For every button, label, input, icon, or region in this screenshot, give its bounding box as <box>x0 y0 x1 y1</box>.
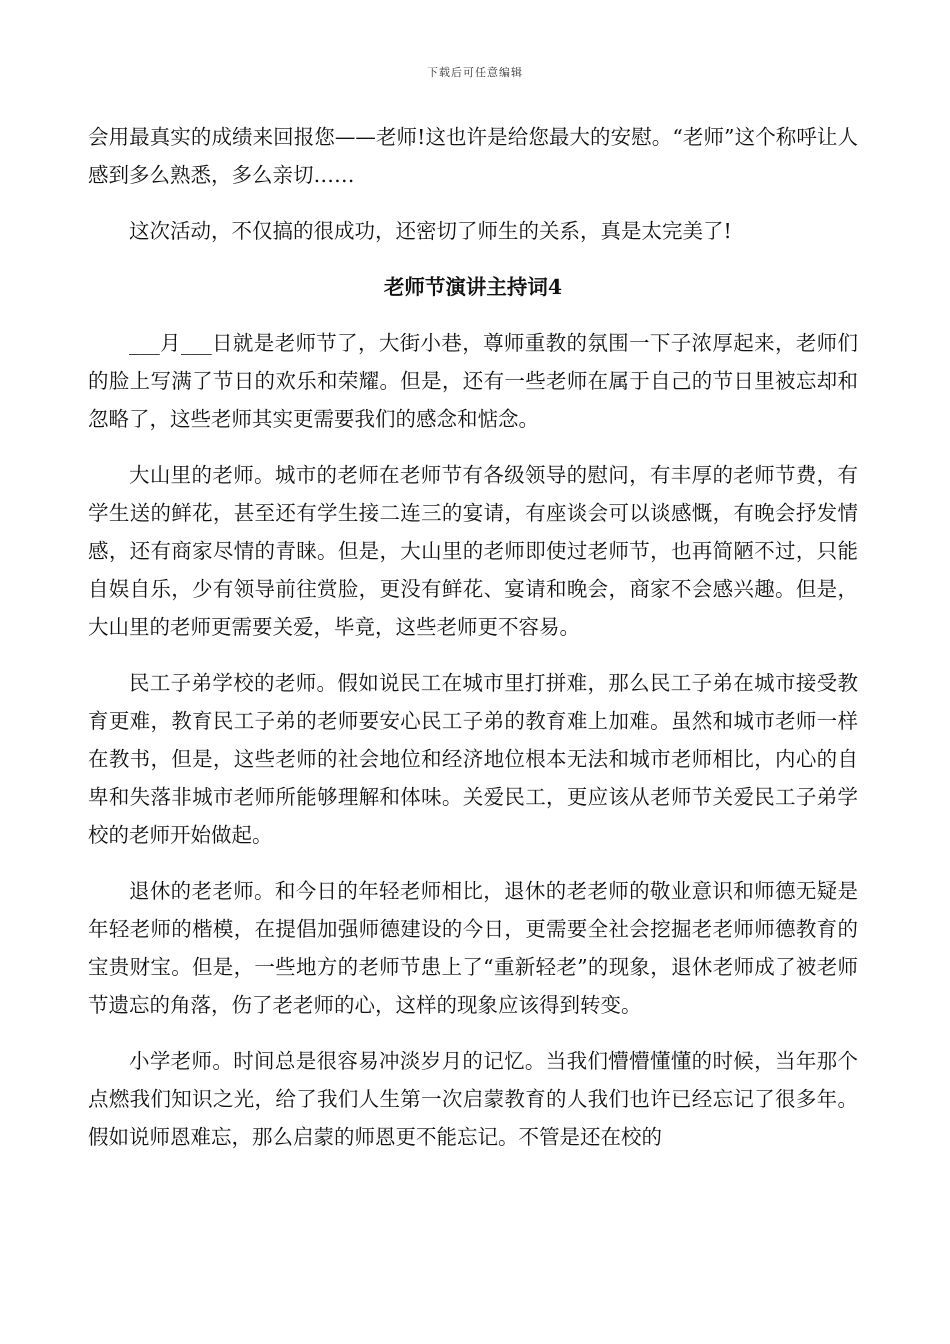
paragraph-5: 民工子弟学校的老师。假如说民工在城市里打拼难，那么民工子弟在城市接受教育更难，教育民工子弟的老师要安心民工子弟的教育难上加难。虽然和城市老师一样在教书，但是，这些老师的社会地位和经济地位根本无法和城市老师相比，内心的自卑和失落非城市老师所能够理解和体味。关爱民工，更应该从老师节关爱民工子弟学校的老师开始做起。 <box>88 671 858 847</box>
paragraph-1: 会用最真实的成绩来回报您——老师!这也许是给您最大的安慰。“老师”这个称呼让人感到多么熟悉，多么亲切…… <box>88 125 858 187</box>
paragraph-7: 小学老师。时间总是很容易冲淡岁月的记忆。当我们懵懵懂懂的时候，当年那个点燃我们知识之光，给了我们人生第一次启蒙教育的人我们也许已经忘记了很多年。假如说师恩难忘，那么启蒙的师恩更不能忘记。不管是还在校的 <box>88 1049 858 1149</box>
paragraph-3: ___月___日就是老师节了，大街小巷，尊师重教的氛围一下子浓厚起来，老师们的脸上写满了节日的欢乐和荣耀。但是，还有一些老师在属于自己的节日里被忘却和忽略了，这些老师其实更需要我们的感念和惦念。 <box>88 331 858 431</box>
document-body <box>88 118 858 1156</box>
paragraph-6: 退休的老老师。和今日的年轻老师相比，退休的老老师的敬业意识和师德无疑是年轻老师的楷模，在提倡加强师德建设的今日，更需要全社会挖掘老老师师德教育的宝贵财宝。但是，一些地方的老师节患上了“重新轻老”的现象，退休老师成了被老师节遗忘的角落，伤了老老师的心，这样的现象应该得到转变。 <box>88 879 858 1017</box>
paragraph-4: 大山里的老师。城市的老师在老师节有各级领导的慰问，有丰厚的老师节费，有学生送的鲜花，甚至还有学生接二连三的宴请，有座谈会可以谈感慨，有晚会抒发情感，还有商家尽情的青睐。但是，大山里的老师即使过老师节，也再简陋不过，只能自娱自乐，少有领导前往赏脸，更没有鲜花、宴请和晚会，商家不会感兴趣。但是，大山里的老师更需要关爱，毕竟，这些老师更不容易。 <box>88 463 858 639</box>
header-note: 下载后可任意编辑 <box>427 66 523 79</box>
paragraph-2: 这次活动，不仅搞的很成功，还密切了师生的关系，真是太完美了! <box>129 219 732 243</box>
section-title: 老师节演讲主持词4 <box>383 275 563 299</box>
